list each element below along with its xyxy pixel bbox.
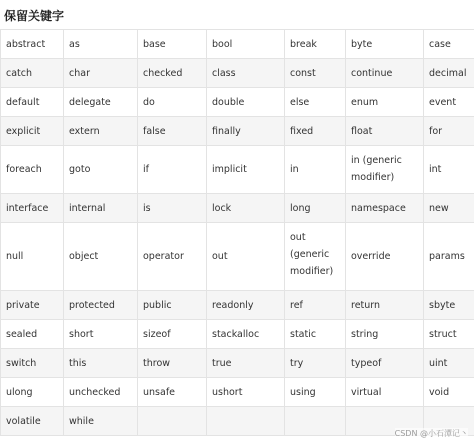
keyword-cell: as (64, 30, 138, 59)
keyword-cell: bool (207, 30, 285, 59)
keyword-cell: continue (346, 59, 424, 88)
table-row (1, 30, 474, 59)
table-row (1, 320, 474, 349)
table-row (1, 349, 474, 378)
keyword-cell: while (64, 407, 138, 436)
table-row (1, 146, 474, 194)
keyword-cell: uint (424, 349, 474, 378)
table-row (1, 291, 474, 320)
keyword-cell: class (207, 59, 285, 88)
keyword-cell: null (1, 223, 64, 291)
keyword-cell: case (424, 30, 474, 59)
keyword-cell: false (138, 117, 207, 146)
keyword-cell: operator (138, 223, 207, 291)
keyword-cell: params (424, 223, 474, 291)
keyword-cell: using (285, 378, 346, 407)
keyword-cell: namespace (346, 194, 424, 223)
keyword-cell: decimal (424, 59, 474, 88)
keyword-cell: unsafe (138, 378, 207, 407)
keyword-cell: new (424, 194, 474, 223)
keyword-cell: else (285, 88, 346, 117)
keyword-cell: interface (1, 194, 64, 223)
keyword-cell: static (285, 320, 346, 349)
keyword-cell: string (346, 320, 424, 349)
keyword-cell: in (285, 146, 346, 194)
keyword-cell: return (346, 291, 424, 320)
keyword-cell: extern (64, 117, 138, 146)
keyword-cell: int (424, 146, 474, 194)
keyword-cell (207, 407, 285, 436)
keyword-cell: virtual (346, 378, 424, 407)
table-row (1, 378, 474, 407)
keyword-cell: char (64, 59, 138, 88)
keyword-cell: ulong (1, 378, 64, 407)
keyword-cell: for (424, 117, 474, 146)
keyword-cell: this (64, 349, 138, 378)
keyword-cell: explicit (1, 117, 64, 146)
keyword-cell (138, 407, 207, 436)
table-row (1, 194, 474, 223)
keyword-cell: unchecked (64, 378, 138, 407)
keyword-cell: sizeof (138, 320, 207, 349)
keyword-cell: in (generic modifier) (346, 146, 424, 194)
keyword-cell: private (1, 291, 64, 320)
keyword-cell: goto (64, 146, 138, 194)
keyword-cell: long (285, 194, 346, 223)
keyword-cell: catch (1, 59, 64, 88)
keyword-cell: short (64, 320, 138, 349)
keyword-cell: break (285, 30, 346, 59)
keyword-cell: finally (207, 117, 285, 146)
keyword-cell: protected (64, 291, 138, 320)
keyword-cell: do (138, 88, 207, 117)
keyword-cell: sbyte (424, 291, 474, 320)
keyword-cell: double (207, 88, 285, 117)
keyword-cell: ushort (207, 378, 285, 407)
keyword-cell: fixed (285, 117, 346, 146)
keyword-cell: out (generic modifier) (285, 223, 346, 291)
page-title: 保留关键字 (4, 9, 65, 23)
table-row (1, 88, 474, 117)
keyword-cell: const (285, 59, 346, 88)
keyword-cell: foreach (1, 146, 64, 194)
keyword-cell: struct (424, 320, 474, 349)
keyword-cell: event (424, 88, 474, 117)
keyword-cell: switch (1, 349, 64, 378)
keyword-cell: float (346, 117, 424, 146)
keyword-cell: volatile (1, 407, 64, 436)
keyword-cell: is (138, 194, 207, 223)
keyword-cell: true (207, 349, 285, 378)
keyword-cell: void (424, 378, 474, 407)
keyword-cell: byte (346, 30, 424, 59)
keyword-cell: ref (285, 291, 346, 320)
keyword-cell: out (207, 223, 285, 291)
keyword-cell: try (285, 349, 346, 378)
keyword-cell: enum (346, 88, 424, 117)
keyword-cell: abstract (1, 30, 64, 59)
keyword-cell: base (138, 30, 207, 59)
watermark: CSDN @小石潭记丶 (394, 429, 468, 438)
keyword-cell: typeof (346, 349, 424, 378)
keyword-cell: lock (207, 194, 285, 223)
keyword-cell: checked (138, 59, 207, 88)
keyword-cell: internal (64, 194, 138, 223)
table-row (1, 59, 474, 88)
keyword-cell: implicit (207, 146, 285, 194)
keywords-table (0, 29, 474, 436)
table-row (1, 223, 474, 291)
keyword-cell: readonly (207, 291, 285, 320)
table-row (1, 117, 474, 146)
keyword-cell: stackalloc (207, 320, 285, 349)
keyword-cell: override (346, 223, 424, 291)
keyword-cell: public (138, 291, 207, 320)
keyword-cell: default (1, 88, 64, 117)
keyword-cell: if (138, 146, 207, 194)
keyword-cell (285, 407, 346, 436)
keyword-cell: delegate (64, 88, 138, 117)
keyword-cell: object (64, 223, 138, 291)
keyword-cell: throw (138, 349, 207, 378)
keyword-cell: sealed (1, 320, 64, 349)
